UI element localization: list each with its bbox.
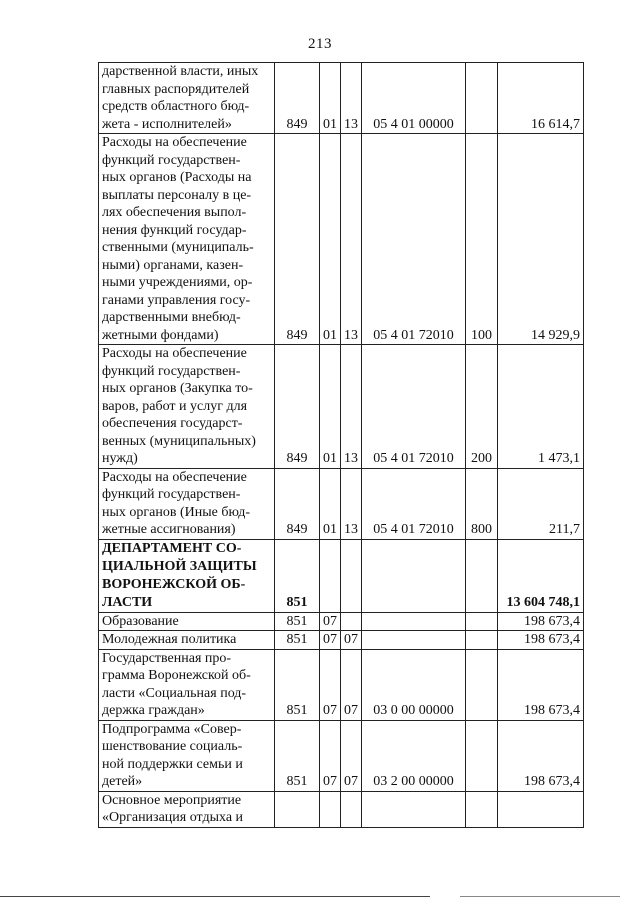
row-name-cell: Расходы на обеспечение функций государствен- ных органов (Закупка то- варов, работ и услуг для обеспечения государст- венных (муниципальных) нужд): [99, 345, 275, 469]
row-rz-cell: 01: [320, 468, 341, 539]
row-name-cell: Основное мероприятие «Организация отдыха и: [99, 791, 275, 827]
table-row: [99, 539, 584, 612]
row-sum-cell: 198 673,4: [498, 612, 584, 631]
row-sum-cell: 198 673,4: [498, 631, 584, 650]
row-csr-cell: [362, 791, 466, 827]
row-sum-cell: 198 673,4: [498, 720, 584, 791]
footer-rule: [0, 896, 430, 897]
row-sum-cell: 14 929,9: [498, 134, 584, 345]
row-csr-cell: 05 4 01 72010: [362, 134, 466, 345]
page-number: 213: [308, 36, 332, 52]
row-csr-cell: 03 0 00 00000: [362, 649, 466, 720]
row-ved-cell: 851: [275, 720, 320, 791]
row-sum-cell: 198 673,4: [498, 649, 584, 720]
row-name-cell: Государственная про- грамма Воронежской об- ласти «Социальная под- держка граждан»: [99, 649, 275, 720]
row-pr-cell: 07: [341, 631, 362, 650]
row-sum-cell: 1 473,1: [498, 345, 584, 469]
table-row: [99, 649, 584, 720]
table-row: [99, 345, 584, 469]
row-csr-cell: 05 4 01 72010: [362, 345, 466, 469]
row-ved-cell: 851: [275, 612, 320, 631]
row-vr-cell: [466, 791, 498, 827]
row-name-cell: дарственной власти, иных главных распорядителей средств областного бюд- жета - исполнителей»: [99, 63, 275, 134]
row-sum-cell: [498, 791, 584, 827]
row-csr-cell: [362, 631, 466, 650]
row-ved-cell: 849: [275, 468, 320, 539]
row-rz-cell: 07: [320, 649, 341, 720]
row-ved-cell: 851: [275, 631, 320, 650]
row-pr-cell: 13: [341, 468, 362, 539]
row-rz-cell: 01: [320, 345, 341, 469]
row-csr-cell: [362, 612, 466, 631]
row-name-cell: Образование: [99, 612, 275, 631]
row-vr-cell: [466, 631, 498, 650]
row-ved-cell: 851: [275, 539, 320, 612]
row-ved-cell: 849: [275, 134, 320, 345]
table-row: [99, 720, 584, 791]
row-rz-cell: 07: [320, 631, 341, 650]
row-csr-cell: 03 2 00 00000: [362, 720, 466, 791]
budget-table-body: [99, 63, 584, 828]
row-rz-cell: 01: [320, 63, 341, 134]
row-vr-cell: [466, 63, 498, 134]
row-vr-cell: [466, 720, 498, 791]
row-pr-cell: 13: [341, 345, 362, 469]
row-vr-cell: [466, 539, 498, 612]
row-pr-cell: [341, 612, 362, 631]
row-vr-cell: 100: [466, 134, 498, 345]
row-pr-cell: 13: [341, 63, 362, 134]
row-sum-cell: 16 614,7: [498, 63, 584, 134]
row-rz-cell: 01: [320, 134, 341, 345]
row-rz-cell: 07: [320, 612, 341, 631]
row-vr-cell: 200: [466, 345, 498, 469]
table-row: [99, 791, 584, 827]
row-vr-cell: [466, 612, 498, 631]
row-name-cell: ДЕПАРТАМЕНТ СО- ЦИАЛЬНОЙ ЗАЩИТЫ ВОРОНЕЖСКОЙ ОБ- ЛАСТИ: [99, 539, 275, 612]
table-row: [99, 468, 584, 539]
row-pr-cell: 07: [341, 649, 362, 720]
row-rz-cell: [320, 539, 341, 612]
row-csr-cell: 05 4 01 72010: [362, 468, 466, 539]
row-ved-cell: 849: [275, 63, 320, 134]
footer-rule-right: [460, 896, 620, 897]
row-ved-cell: 849: [275, 345, 320, 469]
row-rz-cell: [320, 791, 341, 827]
row-name-cell: Подпрограмма «Совер- шенствование социаль- ной поддержки семьи и детей»: [99, 720, 275, 791]
row-csr-cell: [362, 539, 466, 612]
row-vr-cell: 800: [466, 468, 498, 539]
row-name-cell: Расходы на обеспечение функций государствен- ных органов (Расходы на выплаты персоналу в це- лях обеспечения выпол- нения функций государ- ственными (муниципаль- ными) органами, казен- ными учреждениями, ор- ганами управления госу- дарственными внебюд- жетными фондами): [99, 134, 275, 345]
row-pr-cell: [341, 539, 362, 612]
row-pr-cell: 13: [341, 134, 362, 345]
row-pr-cell: [341, 791, 362, 827]
row-sum-cell: 211,7: [498, 468, 584, 539]
table-row: [99, 631, 584, 650]
row-name-cell: Молодежная политика: [99, 631, 275, 650]
table-row: [99, 134, 584, 345]
row-csr-cell: 05 4 01 00000: [362, 63, 466, 134]
row-rz-cell: 07: [320, 720, 341, 791]
row-vr-cell: [466, 649, 498, 720]
budget-table: [98, 62, 584, 828]
row-name-cell: Расходы на обеспечение функций государствен- ных органов (Иные бюд- жетные ассигнования): [99, 468, 275, 539]
row-pr-cell: 07: [341, 720, 362, 791]
table-row: [99, 63, 584, 134]
row-ved-cell: 851: [275, 649, 320, 720]
row-ved-cell: [275, 791, 320, 827]
row-sum-cell: 13 604 748,1: [498, 539, 584, 612]
table-row: [99, 612, 584, 631]
